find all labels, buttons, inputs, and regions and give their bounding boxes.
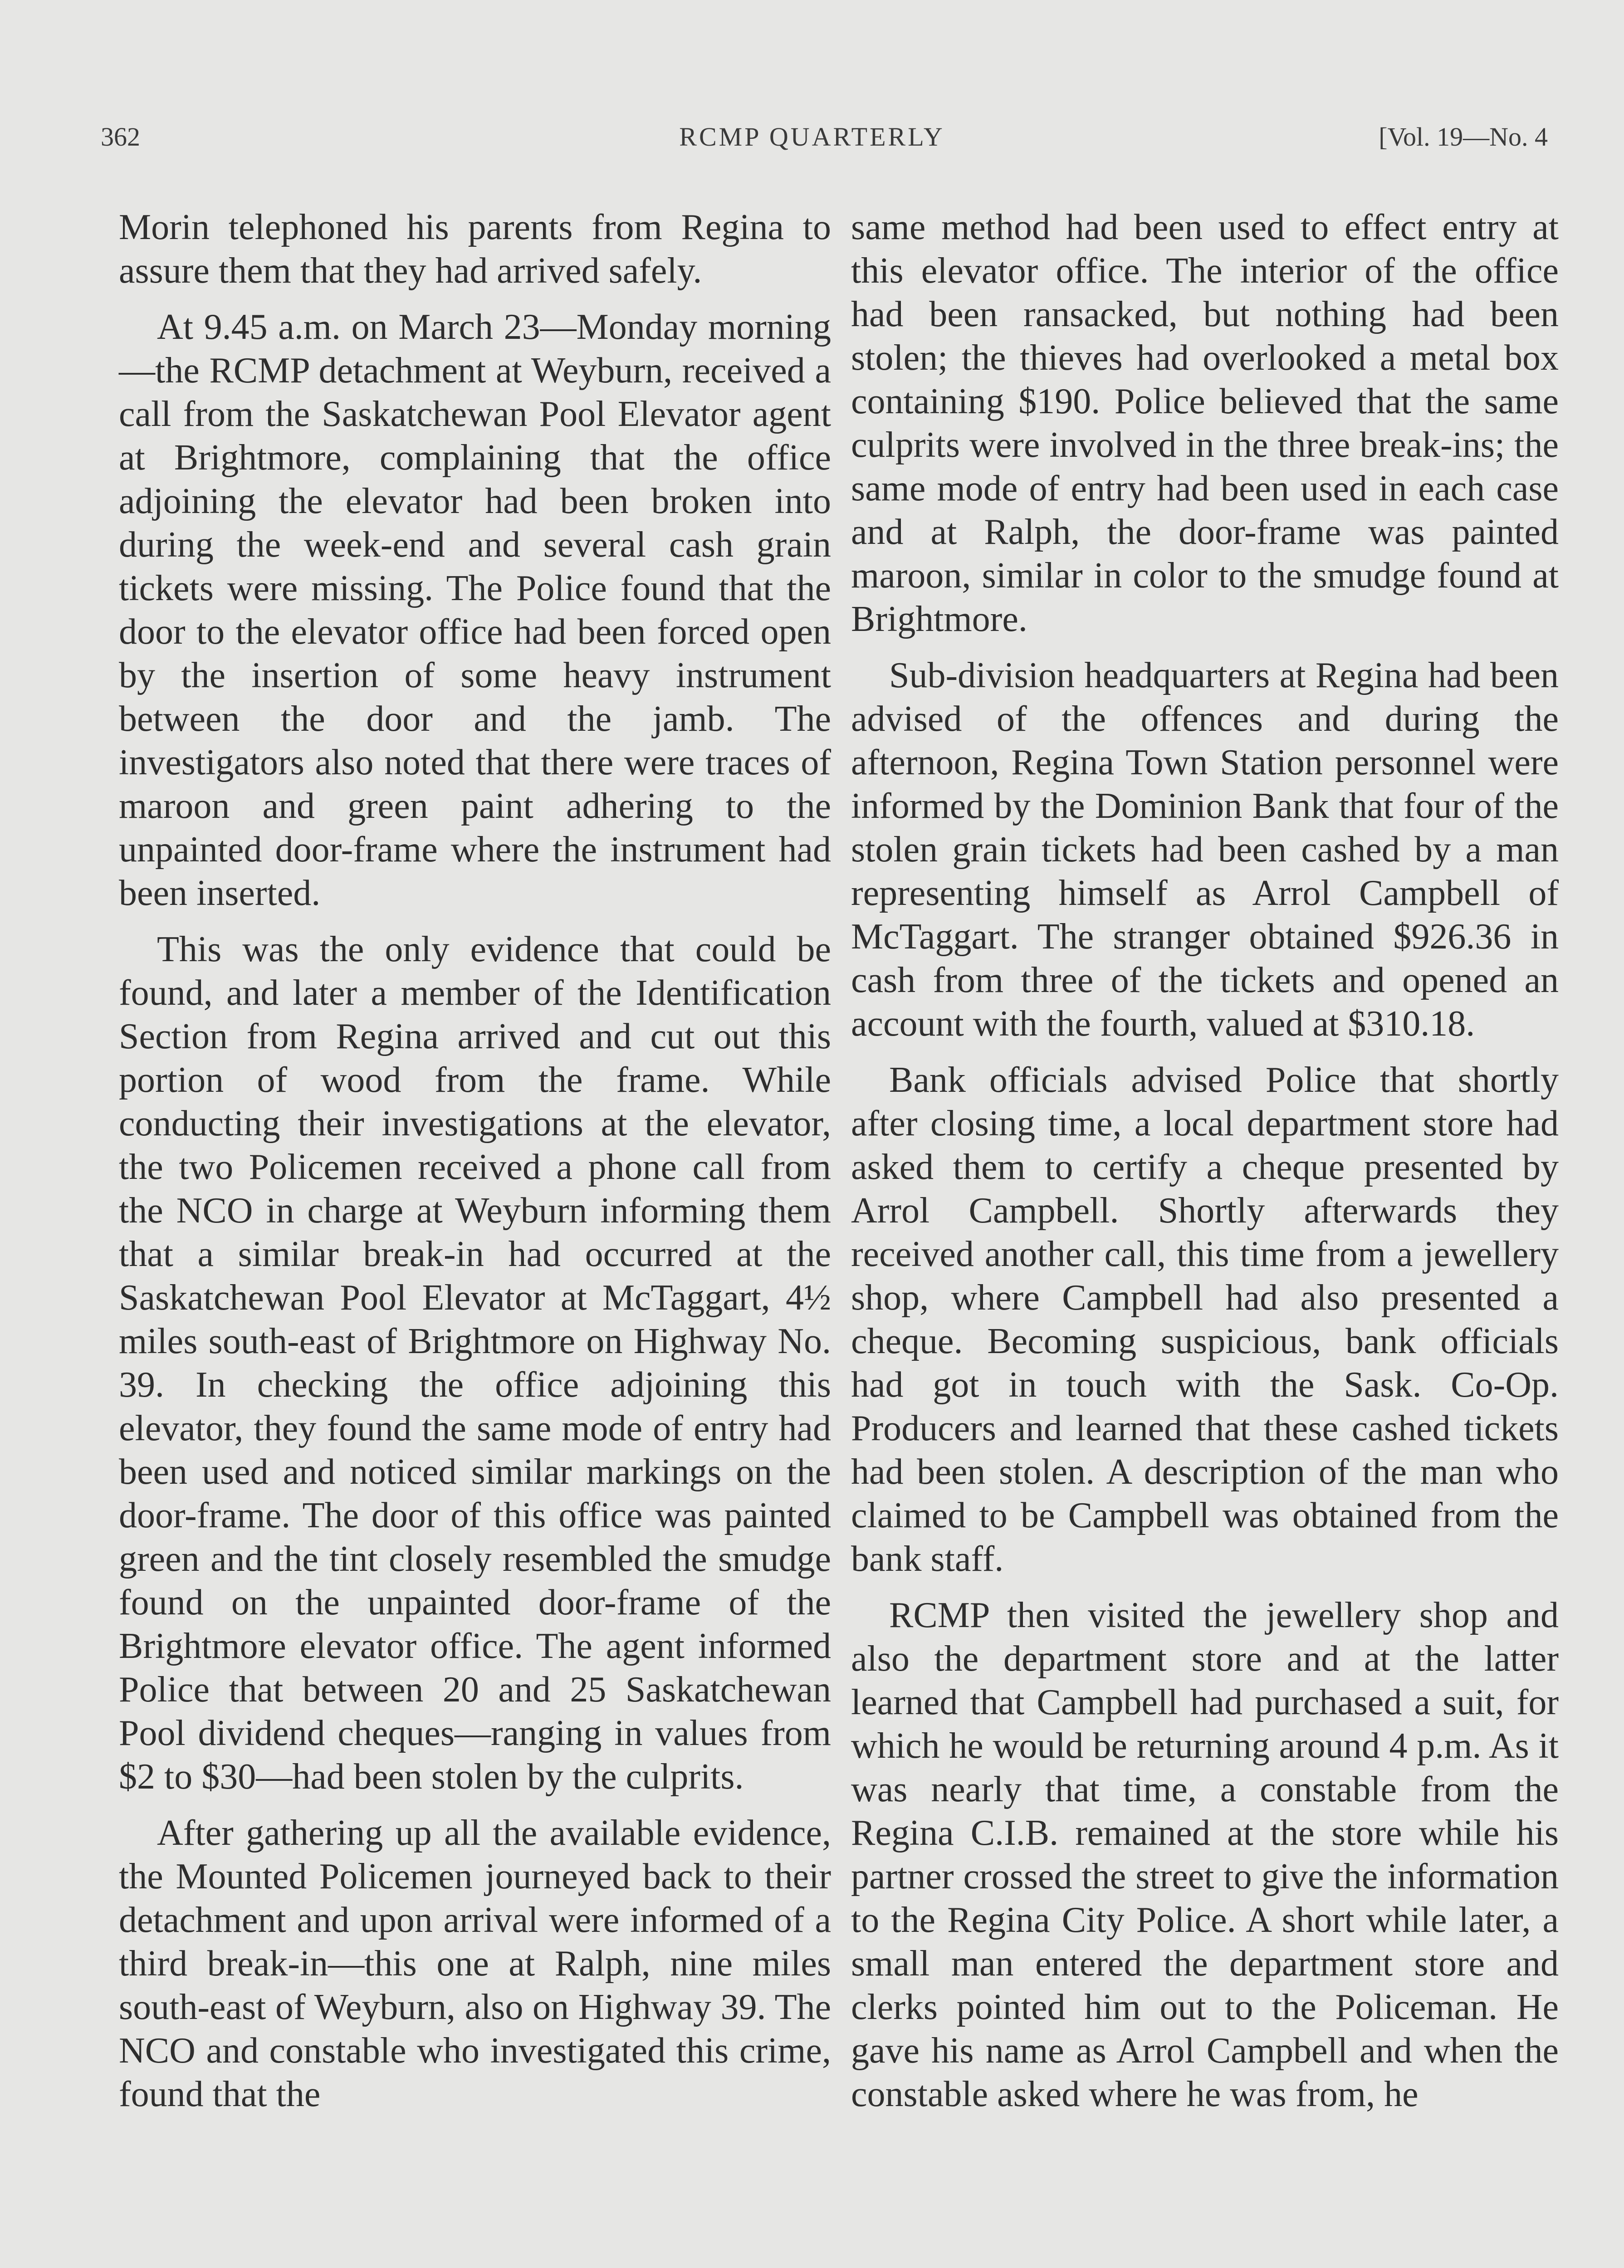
paragraph: After gathering up all the available evidence, the Mounted Policemen journeyed back to their detachment and upon arrival were informed of a third break-in—this one at Ralph, nine miles south-east of Weyburn, also on Highway 39. The NCO and constable who investigated this crime, found that the [119,1813,831,2114]
issue-label: [Vol. 19—No. 4 [1379,122,1548,152]
paragraph: At 9.45 a.m. on March 23—Monday morning—the RCMP detachment at Weyburn, received a call from the Saskatchewan Pool Elevator agent at Brightmore, complaining that the office adjoining the elevator had been broken into during the week-end and several cash grain tickets were missing. The Police found that the door to the elevator office had been forced open by the insertion of some heavy instrument between the door and the jamb. The investigators also noted that there were traces of maroon and green paint adhering to the unpainted door-frame where the instrument had been inserted. [119,307,831,913]
running-head [0,122,1624,162]
paragraph: same method had been used to effect entry at this elevator office. The interior of the office had been ransacked, but nothing had been stolen; the thieves had overlooked a metal box containing $190. Police believed that the same culprits were involved in the three break-ins; the same mode of entry had been used in each case and at Ralph, the door-frame was painted maroon, similar in color to the smudge found at Brightmore. [851,207,1559,639]
journal-title: RCMP QUARTERLY [679,122,945,152]
paragraph: Sub-division headquarters at Regina had been advised of the offences and during the afternoon, Regina Town Station personnel were informed by the Dominion Bank that four of the stolen grain tickets had been cashed by a man representing himself as Arrol Campbell of McTaggart. The stranger obtained $926.36 in cash from three of the tickets and opened an account with the fourth, valued at $310.18. [851,655,1559,1044]
paragraph: This was the only evidence that could be found, and later a member of the Identification Section from Regina arrived and cut out this portion of wood from the frame. While conducting their investigations at the elevator, the two Policemen received a phone call from the NCO in charge at Weyburn informing them that a similar break-in had occurred at the Saskatchewan Pool Elevator at McTaggart, 4½ miles south-east of Brightmore on Highway No. 39. In checking the office adjoining this elevator, they found the same mode of entry had been used and noticed similar markings on the door-frame. The door of this office was painted green and the tint closely resembled the smudge found on the unpainted door-frame of the Brightmore elevator office. The agent informed Police that between 20 and 25 Saskatchewan Pool dividend cheques—ranging in values from $2 to $30—had been stolen by the culprits. [119,929,831,1797]
paragraph: Bank officials advised Police that shortly after closing time, a local department store had asked them to certify a cheque presented by Arrol Campbell. Shortly afterwards they received another call, this time from a jewellery shop, where Campbell had also presented a cheque. Becoming suspicious, bank officials had got in touch with the Sask. Co-Op. Producers and learned that these cashed tickets had been stolen. A description of the man who claimed to be Campbell was obtained from the bank staff. [851,1060,1559,1579]
paragraph: RCMP then visited the jewellery shop and also the department store and at the latter learned that Campbell had purchased a suit, for which he would be returning around 4 p.m. As it was nearly that time, a constable from the Regina C.I.B. remained at the store while his partner crossed the street to give the information to the Regina City Police. A short while later, a small man entered the department store and clerks pointed him out to the Policeman. He gave his name as Arrol Campbell and when the constable asked where he was from, he [851,1595,1559,2114]
page-number: 362 [101,122,140,152]
left-column [119,205,831,2129]
right-column [851,205,1559,2129]
paragraph: Morin telephoned his parents from Regina to assure them that they had arrived safely. [119,207,831,291]
